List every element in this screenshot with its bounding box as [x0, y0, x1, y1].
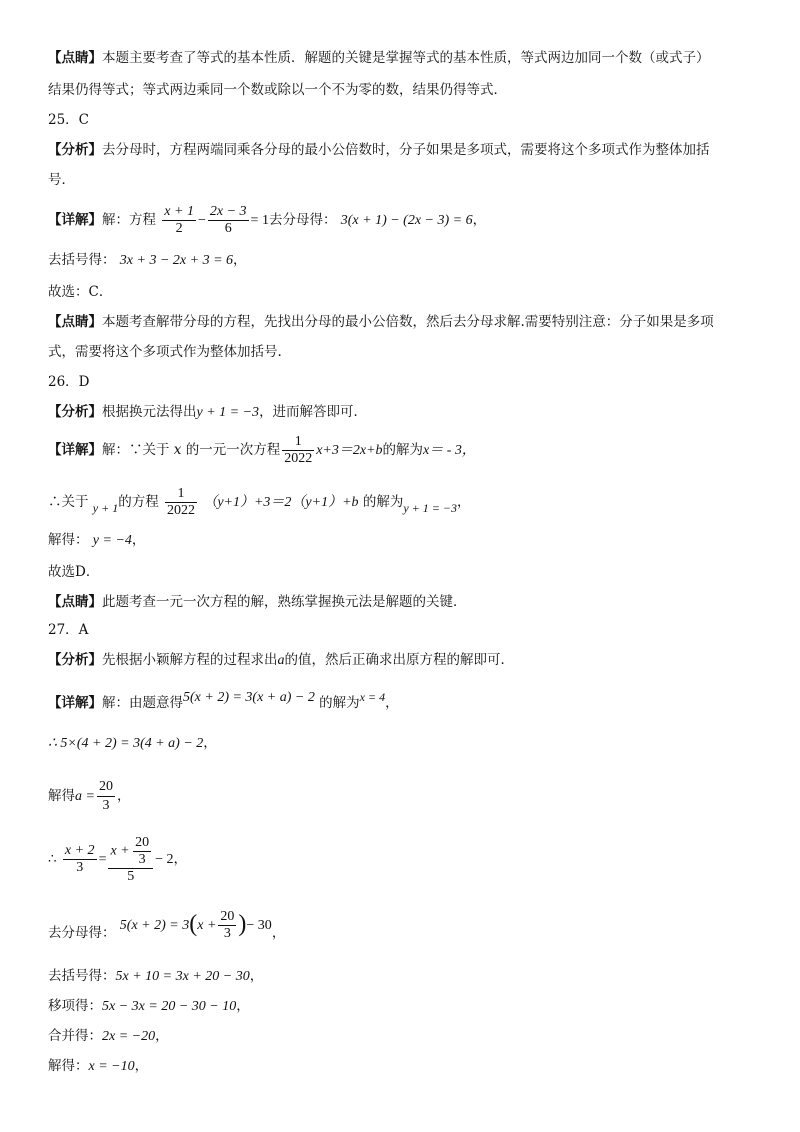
q27-s4-label: 合并得：	[48, 1028, 102, 1044]
q25-fraction-1	[162, 204, 196, 237]
q25-step2-label: 去括号得：	[48, 252, 116, 268]
q26-xiangjie-pre: 解：∵关于	[102, 442, 170, 458]
q27-eq-sol-pre: 的解为	[319, 695, 360, 711]
q27-a-label: 解得	[48, 788, 75, 804]
q24-dianjing-line1	[48, 48, 710, 68]
q27-s2-line	[48, 966, 263, 987]
q26-eq1-rest: x+3＝2x+b	[316, 443, 383, 458]
q27-fraction-1	[63, 843, 97, 876]
q24-dianjing-text1: 本题主要考查了等式的基本性质．解题的关键是掌握等式的基本性质，等式两边加同一个数（或式子）	[102, 50, 710, 66]
q26-eq2-sol: y + 1 = −3	[403, 501, 457, 515]
q25-frac2-num: 2x − 3	[209, 204, 247, 219]
q27-s3-expr: 5x − 3x = 20 − 30 − 10	[102, 999, 237, 1014]
q27-a-fraction	[97, 778, 115, 815]
q27-therefore-line	[48, 834, 187, 884]
q27-f2-num-pre: x +	[110, 843, 130, 859]
q27-f2-inner-frac	[133, 835, 151, 868]
q27-s2-end: ，	[249, 968, 264, 984]
q26-therefore-line	[48, 484, 470, 520]
q26-answer: 26．D	[48, 374, 90, 390]
q26-frac2-den: 2022	[167, 503, 196, 518]
q26-frac-num: 1	[282, 434, 314, 451]
q27-s2-expr: 5x + 10 = 3x + 20 − 30	[115, 969, 250, 984]
q27-xiangjie-line	[48, 682, 399, 712]
q27-answer: 27．A	[48, 622, 89, 638]
q25-dianjing-text1: 本题考查解带分母的方程，先找出分母的最小公倍数，然后去分母求解.需要特别注意：分子如果是多项	[102, 314, 714, 330]
q25-fenxi-text2: 号．	[48, 172, 75, 188]
dianjing-tag: 【点睛】	[48, 50, 102, 66]
q26-eq2-end: ，	[456, 494, 471, 510]
q25-frac1-num: x + 1	[164, 204, 194, 219]
q26-frac2-num: 1	[165, 486, 197, 503]
q27-f2-den: 5	[127, 868, 135, 884]
q27-s1-num: 20	[220, 909, 235, 924]
q26-fraction	[282, 434, 314, 467]
q25-minus: −	[197, 213, 206, 228]
q26-solve-label: 解得：	[48, 532, 89, 548]
q27-s2-label: 去括号得：	[48, 968, 116, 984]
q27-s1-line	[48, 904, 285, 944]
q25-step2-line	[48, 250, 247, 271]
q26-fenxi-pre: 根据换元法得出	[102, 404, 197, 420]
q25-dianjing-text2: 式，需要将这个多项式作为整体加括号.	[48, 344, 282, 360]
q26-fenxi-post: ，进而解答即可．	[259, 404, 368, 420]
q25-answer: 25．C	[48, 112, 90, 128]
q26-fraction-2	[165, 486, 197, 519]
q26-ty-expr: y + 1	[92, 501, 119, 515]
q27-a-expr: a =	[75, 789, 95, 804]
q26-solve-line	[48, 530, 145, 551]
fenxi-tag: 【分析】	[48, 404, 102, 420]
q26-choice-text: 故选D．	[48, 564, 100, 580]
q27-s1-lparen: (	[189, 911, 198, 937]
q27-a-end: ，	[116, 788, 131, 804]
q25-step2-end: ，	[233, 252, 247, 268]
q27-fenxi-line	[48, 650, 514, 671]
q27-s4-expr: 2x = −20	[102, 1029, 156, 1044]
q27-a-den: 3	[102, 798, 110, 813]
q26-therefore-pre: ∴关于	[48, 494, 89, 510]
q27-sub-expr: ∴ 5×(4 + 2) = 3(4 + a) − 2	[48, 736, 204, 751]
q27-fenxi-a: a	[277, 653, 285, 668]
q27-eq-main: 5(x + 2) = 3(x + a) − 2	[183, 690, 315, 705]
q27-s1-end: ，	[271, 925, 286, 941]
q26-eq2-rest: （y+1）+3＝2（y+1）+b	[203, 495, 359, 510]
q27-s3-label: 移项得：	[48, 998, 102, 1014]
fenxi-tag: 【分析】	[48, 652, 102, 668]
q27-fenxi-post: 的值，然后正确求出原方程的解即可．	[284, 652, 514, 668]
q25-fraction-2	[208, 204, 249, 237]
q27-s1-den: 3	[223, 926, 231, 941]
q26-var-x: x	[173, 442, 182, 458]
q27-f2-inner-num: 20	[135, 834, 150, 850]
q27-s4-end: ，	[155, 1028, 169, 1044]
q27-minus2: − 2	[155, 852, 174, 867]
q27-a-num: 20	[97, 778, 115, 797]
q26-fenxi-expr: y + 1 = −3	[196, 405, 260, 420]
q26-xiangjie-mid: 的一元一次方程	[185, 442, 281, 458]
q26-eq1-sol-pre: 的解为	[382, 442, 424, 458]
q27-s5-end: ，	[134, 1058, 149, 1074]
q24-dianjing-line2	[48, 80, 507, 100]
q27-f2-num	[108, 835, 153, 869]
q27-s1-label: 去分母得：	[48, 925, 116, 941]
q25-choice-text: 故选：C．	[48, 284, 113, 300]
q27-s5-line	[48, 1056, 148, 1077]
q27-s3-line	[48, 996, 250, 1017]
q27-a-line	[48, 776, 130, 816]
q27-f2-inner-den: 3	[138, 851, 146, 867]
q25-fenxi-text1: 去分母时，方程两端同乘各分母的最小公倍数时，分子如果是多项式，需要将这个多项式作为整体加括	[102, 142, 710, 158]
q27-sub-end: ，	[203, 735, 217, 751]
xiangjie-tag: 【详解】	[48, 212, 102, 228]
q25-step1-label: 去分母得：	[268, 212, 337, 228]
q27-xiangjie-pre: 解：由题意得	[102, 695, 183, 711]
q25-step1-end: ，	[472, 212, 487, 228]
q27-therefore: ∴	[48, 851, 57, 867]
dianjing-tag: 【点睛】	[48, 594, 102, 610]
q25-dianjing-line2	[48, 342, 282, 362]
q27-s1-rparen: )	[238, 911, 247, 937]
q26-fenxi-line	[48, 402, 367, 423]
q26-eq1-sol: x＝ - 3，	[423, 443, 476, 458]
q25-choice	[48, 282, 112, 302]
q26-therefore-mid: 的方程	[118, 494, 159, 510]
q25-frac2-den: 6	[224, 221, 232, 236]
q25-xiangjie-pre: 解：方程	[102, 212, 156, 228]
q27-eqs: =	[98, 852, 107, 867]
q27-fraction-2	[108, 835, 153, 885]
fenxi-tag: 【分析】	[48, 142, 102, 158]
q27-s1-x: x +	[197, 918, 217, 933]
q26-solve-end: ，	[131, 532, 146, 548]
dianjing-tag: 【点睛】	[48, 314, 102, 330]
q25-step1-expr: 3(x + 1) − (2x − 3) = 6	[340, 213, 473, 228]
q26-dianjing-line	[48, 592, 467, 612]
q25-eq-rhs: = 1	[250, 213, 269, 228]
q27-number	[48, 620, 88, 640]
q26-dianjing-text: 此题考查一元一次方程的解，熟练掌握换元法是解题的关键．	[102, 594, 467, 610]
q27-fenxi-pre: 先根据小颖解方程的过程求出	[102, 652, 278, 668]
q27-s1-pre: 5(x + 2) = 3	[119, 918, 190, 933]
q26-xiangjie-line	[48, 432, 476, 468]
q25-step2-expr: 3x + 3 − 2x + 3 = 6	[119, 253, 234, 268]
q27-f1-num: x + 2	[64, 843, 95, 858]
q27-s1-fraction	[218, 909, 236, 942]
q26-frac-den: 2022	[284, 451, 313, 466]
q24-dianjing-text2: 结果仍得等式；等式两边乘同一个数或除以一个不为零的数，结果仍得等式．	[48, 82, 507, 98]
xiangjie-tag: 【详解】	[48, 442, 102, 458]
q27-s1-post: − 30	[246, 918, 272, 933]
q27-s5-expr: x = −10	[88, 1059, 135, 1074]
q27-s3-end: ，	[236, 998, 250, 1014]
q27-eq-end: ，	[385, 695, 399, 711]
q27-f1-den: 3	[76, 860, 84, 875]
q25-number	[48, 110, 89, 130]
q26-choice	[48, 562, 99, 582]
q25-xiangjie-line	[48, 202, 486, 238]
q25-fenxi-line1	[48, 140, 710, 160]
q27-s4-line	[48, 1026, 169, 1047]
q27-comma: ，	[173, 851, 188, 867]
q27-sub-line	[48, 728, 217, 758]
q25-dianjing-line1	[48, 312, 714, 332]
xiangjie-tag: 【详解】	[48, 695, 102, 711]
q26-number	[48, 372, 90, 392]
q26-solve-expr: y = −4	[92, 533, 132, 548]
q25-fenxi-line2	[48, 170, 75, 190]
q27-eq-sol: x = 4	[359, 690, 386, 704]
q26-eq2-sol-pre: 的解为	[362, 494, 404, 510]
q25-frac1-den: 2	[175, 221, 183, 236]
q27-s5-label: 解得：	[48, 1058, 89, 1074]
